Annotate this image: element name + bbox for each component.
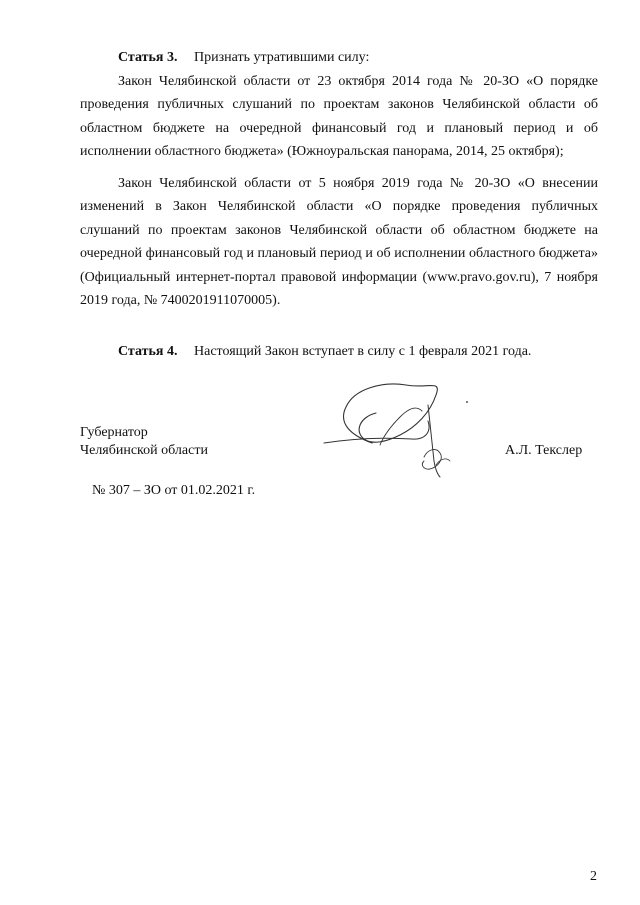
governor-name: А.Л. Текслер <box>505 443 583 458</box>
article-4-text: Настоящий Закон вступает в силу с 1 февраля 2021 года. <box>194 344 532 359</box>
governor-title <box>80 424 208 460</box>
article-3-number: Статья 3. <box>118 50 178 65</box>
article-3-title: Признать утратившими силу: <box>194 50 370 65</box>
article-4-number: Статья 4. <box>118 344 178 359</box>
article-3-paragraph-1: Закон Челябинской области от 23 октября 2014 года № 20-ЗО «О порядке проведения публичных слушаний по проектам законов Челябинской области об областном бюджете на очередной финансовый год и плановый период и об исполнении областного бюджета» (Южноуральская панорама, 2014, 25 октября); <box>80 74 598 160</box>
governor-title-line-2: Челябинской области <box>80 443 208 458</box>
governor-title-line-1: Губернатор <box>80 425 148 440</box>
page-number: 2 <box>590 869 597 884</box>
scan-speck <box>466 401 468 403</box>
law-number: № 307 – ЗО от 01.02.2021 г. <box>92 483 256 498</box>
article-3-paragraph-2: Закон Челябинской области от 5 ноября 2019 года № 20-ЗО «О внесении изменений в Закон Челябинской области «О порядке проведения публичных слушаний по проектам законов Челябинской области об областном бюджете на очередной финансовый год и плановый период и об исполнении областного бюджета» (Официальный интернет-портал правовой информации (www.pravo.gov.ru), 7 ноября 2019 года, № 7400201911070005). <box>80 176 598 309</box>
handwritten-signature <box>320 365 470 480</box>
article-3-heading <box>118 48 369 68</box>
article-4 <box>118 342 531 362</box>
